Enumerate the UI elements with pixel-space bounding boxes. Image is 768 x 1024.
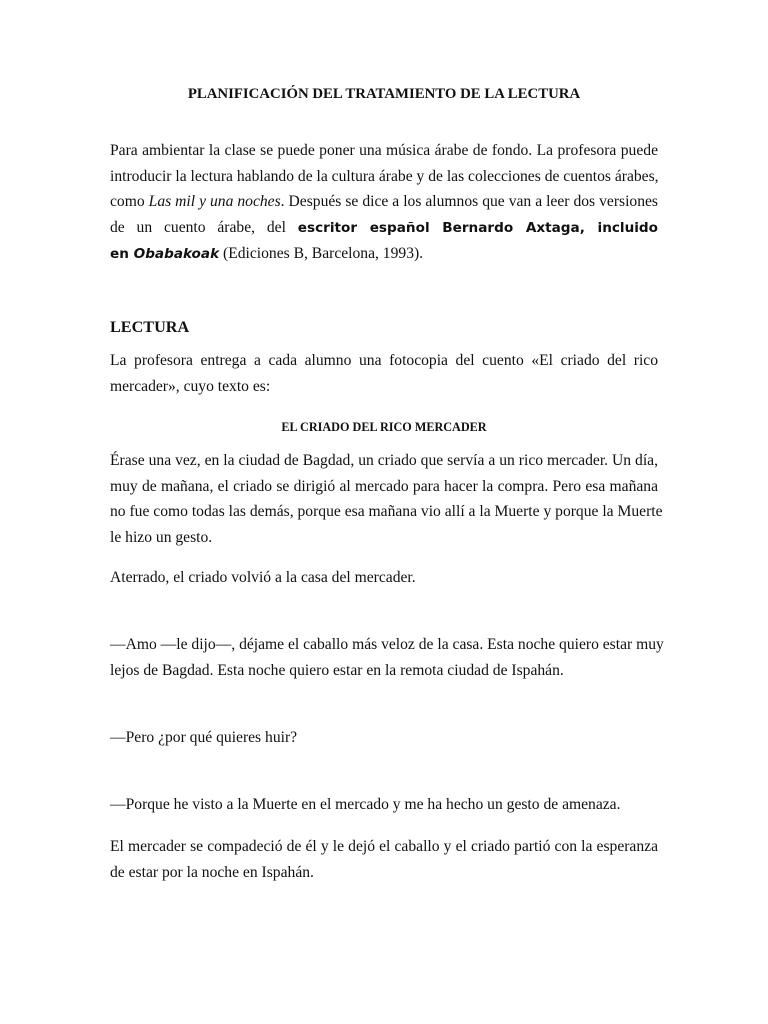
story-p6-line-2: de estar por la noche en Ispahán. (110, 863, 314, 881)
lectura-intro-paragraph (110, 348, 658, 399)
story-p4-line-1: —Pero ¿por qué quieres huir? (110, 729, 298, 746)
story-p2-line-1: Aterrado, el criado volvió a la casa del mercader. (110, 569, 416, 586)
lectura-intro-line-1: La profesora entrega a cada alumno una fotocopia del cuento «El criado del rico (110, 352, 658, 369)
intro-line-1: Para ambientar la clase se puede poner una música árabe de fondo. La profesora puede (110, 142, 658, 159)
intro-line-4-start: de un cuento árabe, del (110, 218, 298, 236)
story-p5-line-1: —Porque he visto a la Muerte en el mercado y me ha hecho un gesto de amenaza. (110, 796, 621, 813)
story-p3-line-2: lejos de Bagdad. Esta noche quiero estar en la remota ciudad de Ispahán. (110, 661, 564, 679)
story-paragraph-4 (110, 725, 658, 751)
story-p6-line-1: El mercader se compadeció de él y le dejó el caballo y el criado partió con la esperanza (110, 838, 658, 855)
story-p3-line-1: —Amo —le dijo—, déjame el caballo más veloz de la casa. Esta noche quiero estar muy (110, 636, 664, 653)
story-paragraph-1 (110, 448, 663, 550)
story-p1-line-2: muy de mañana, el criado se dirigió al mercado para hacer la compra. Pero esa mañana (110, 477, 658, 495)
section-heading-lectura: LECTURA (110, 318, 190, 336)
page-title: PLANIFICACIÓN DEL TRATAMIENTO DE LA LECTURA (187, 86, 581, 102)
intro-line-3 (110, 189, 658, 215)
intro-line-3-start: como (110, 193, 149, 211)
intro-line-5-end: (Ediciones B, Barcelona, 1993). (219, 245, 424, 263)
story-paragraph-6 (110, 834, 658, 885)
intro-line-4 (110, 215, 658, 242)
story-paragraph-2 (110, 565, 658, 591)
story-p1-line-3: no fue como todas las demás, porque esa mañana vio allí a la Muerte y porque la Muerte (110, 503, 663, 521)
intro-line-3-end: . Después se dice a los alumnos que van a leer dos versiones (280, 193, 658, 211)
story-p1-line-4: le hizo un gesto. (110, 528, 213, 546)
intro-line-5 (110, 241, 658, 268)
book-title-italic: Las mil y una noches (148, 193, 281, 211)
intro-paragraph (110, 138, 658, 268)
story-paragraph-5 (110, 792, 658, 818)
intro-line-5-bold: en (110, 246, 134, 263)
story-p1-line-1: Érase una vez, en la ciudad de Bagdad, un criado que servía a un rico mercader. Un día, (110, 452, 658, 469)
book-obabakoak: Obabakoak (133, 246, 220, 263)
story-title: EL CRIADO DEL RICO MERCADER (281, 420, 487, 434)
intro-line-2: introducir la lectura hablando de la cultura árabe y de las colecciones de cuentos árabes, (110, 167, 659, 185)
author-bold: escritor español Bernardo Axtaga, incluido (297, 219, 659, 236)
story-paragraph-3 (110, 632, 664, 683)
lectura-intro-line-2: mercader», cuyo texto es: (110, 377, 271, 395)
